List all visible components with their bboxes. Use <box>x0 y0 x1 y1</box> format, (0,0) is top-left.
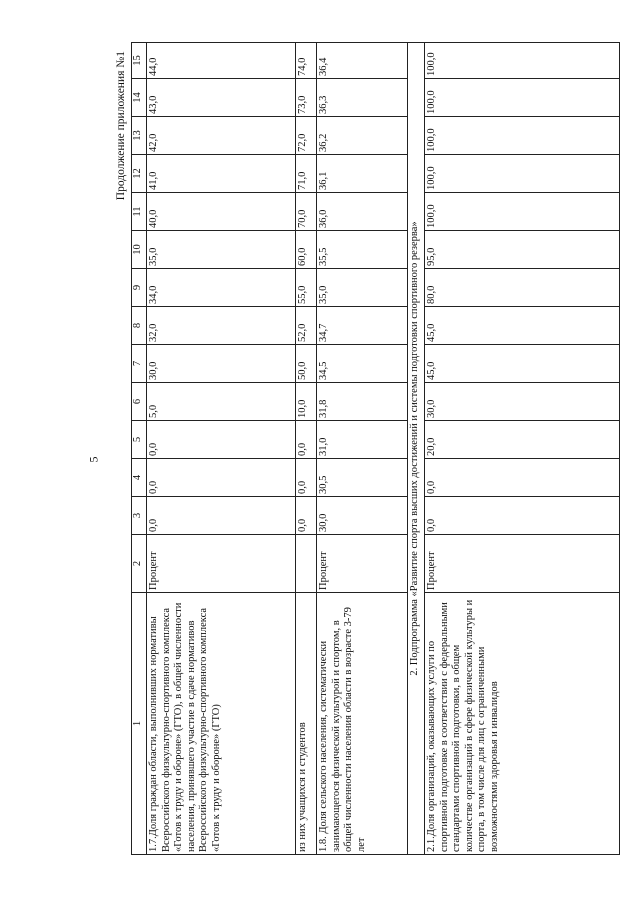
value-cell: 31,8 <box>317 383 408 421</box>
value-cell: 73,0 <box>296 79 317 117</box>
value-cell: 0,0 <box>147 497 296 535</box>
value-cell: 80,0 <box>425 269 620 307</box>
value-cell: 100,0 <box>425 79 620 117</box>
value-cell: 42,0 <box>147 117 296 155</box>
page-number: 5 <box>86 456 101 463</box>
indicator-cell: 2.1.Доля организаций, оказывающих услуги по спортивной подготовке в соответствии с федеральными стандартами спортивной подготовки, в общем количестве организаций в сфере физической культуры и спорта, в том числе для лиц с ограниченными возможностями здоровья и инвалидов <box>425 593 620 855</box>
value-cell: 40,0 <box>147 193 296 231</box>
header-cell: 15 <box>132 43 147 79</box>
unit-cell <box>296 535 317 593</box>
header-cell: 11 <box>132 193 147 231</box>
value-cell: 30,0 <box>147 345 296 383</box>
header-cell: 12 <box>132 155 147 193</box>
rotated-table-area <box>115 45 500 855</box>
value-cell: 0,0 <box>296 421 317 459</box>
header-row <box>132 43 147 855</box>
unit-cell: Процент <box>317 535 408 593</box>
value-cell: 45,0 <box>425 345 620 383</box>
unit-cell: Процент <box>147 535 296 593</box>
header-cell: 9 <box>132 269 147 307</box>
indicators-table <box>131 42 620 855</box>
value-cell: 35,5 <box>317 231 408 269</box>
value-cell: 100,0 <box>425 193 620 231</box>
value-cell: 55,0 <box>296 269 317 307</box>
value-cell: 10,0 <box>296 383 317 421</box>
indicator-cell: 1.8. Доля сельского населения, систематически занимающегося физической культурой и спортом, в общей численности населения области в возрасте 3-79 лет <box>317 593 408 855</box>
value-cell: 72,0 <box>296 117 317 155</box>
header-cell: 5 <box>132 421 147 459</box>
header-cell: 3 <box>132 497 147 535</box>
value-cell: 0,0 <box>425 459 620 497</box>
indicator-cell: 1.7.Доля граждан области, выполнивших нормативы Всероссийского физкультурно-спортивного комплекса «Готов к труду и обороне» (ГТО), в общей численности населения, принявшего участие в сдаче нормативов Всероссийского физкультурно-спортивного комплекса «Готов к труду и обороне» (ГТО) <box>147 593 296 855</box>
value-cell: 0,0 <box>147 421 296 459</box>
value-cell: 34,0 <box>147 269 296 307</box>
value-cell: 71,0 <box>296 155 317 193</box>
value-cell: 32,0 <box>147 307 296 345</box>
value-cell: 30,5 <box>317 459 408 497</box>
value-cell: 52,0 <box>296 307 317 345</box>
section-title: 2. Подпрограмма «Развитие спорта высших достижений и системы подготовки спортивного резерва» <box>408 43 425 855</box>
value-cell: 95,0 <box>425 231 620 269</box>
header-cell: 6 <box>132 383 147 421</box>
value-cell: 44,0 <box>147 43 296 79</box>
value-cell: 100,0 <box>425 117 620 155</box>
value-cell: 36,3 <box>317 79 408 117</box>
value-cell: 43,0 <box>147 79 296 117</box>
header-cell: 1 <box>132 593 147 855</box>
value-cell: 45,0 <box>425 307 620 345</box>
header-cell: 14 <box>132 79 147 117</box>
value-cell: 100,0 <box>425 155 620 193</box>
value-cell: 5,0 <box>147 383 296 421</box>
value-cell: 36,4 <box>317 43 408 79</box>
value-cell: 36,2 <box>317 117 408 155</box>
continuation-title: Продолжение приложения №1 <box>115 51 127 201</box>
table-row <box>296 43 317 855</box>
value-cell: 30,0 <box>317 497 408 535</box>
table-row <box>425 43 620 855</box>
value-cell: 0,0 <box>296 459 317 497</box>
indicator-cell: из них учащихся и студентов <box>296 593 317 855</box>
value-cell: 41,0 <box>147 155 296 193</box>
value-cell: 34,5 <box>317 345 408 383</box>
value-cell: 30,0 <box>425 383 620 421</box>
value-cell: 35,0 <box>147 231 296 269</box>
header-cell: 10 <box>132 231 147 269</box>
value-cell: 0,0 <box>296 497 317 535</box>
header-cell: 4 <box>132 459 147 497</box>
value-cell: 20,0 <box>425 421 620 459</box>
value-cell: 70,0 <box>296 193 317 231</box>
value-cell: 74,0 <box>296 43 317 79</box>
value-cell: 0,0 <box>147 459 296 497</box>
header-cell: 7 <box>132 345 147 383</box>
table-row <box>317 43 408 855</box>
value-cell: 31,0 <box>317 421 408 459</box>
value-cell: 50,0 <box>296 345 317 383</box>
value-cell: 35,0 <box>317 269 408 307</box>
value-cell: 60,0 <box>296 231 317 269</box>
header-cell: 13 <box>132 117 147 155</box>
value-cell: 0,0 <box>425 497 620 535</box>
header-cell: 2 <box>132 535 147 593</box>
table-row <box>147 43 296 855</box>
value-cell: 36,0 <box>317 193 408 231</box>
value-cell: 34,7 <box>317 307 408 345</box>
unit-cell: Процент <box>425 535 620 593</box>
header-cell: 8 <box>132 307 147 345</box>
value-cell: 100,0 <box>425 43 620 79</box>
section-row <box>408 43 425 855</box>
value-cell: 36,1 <box>317 155 408 193</box>
